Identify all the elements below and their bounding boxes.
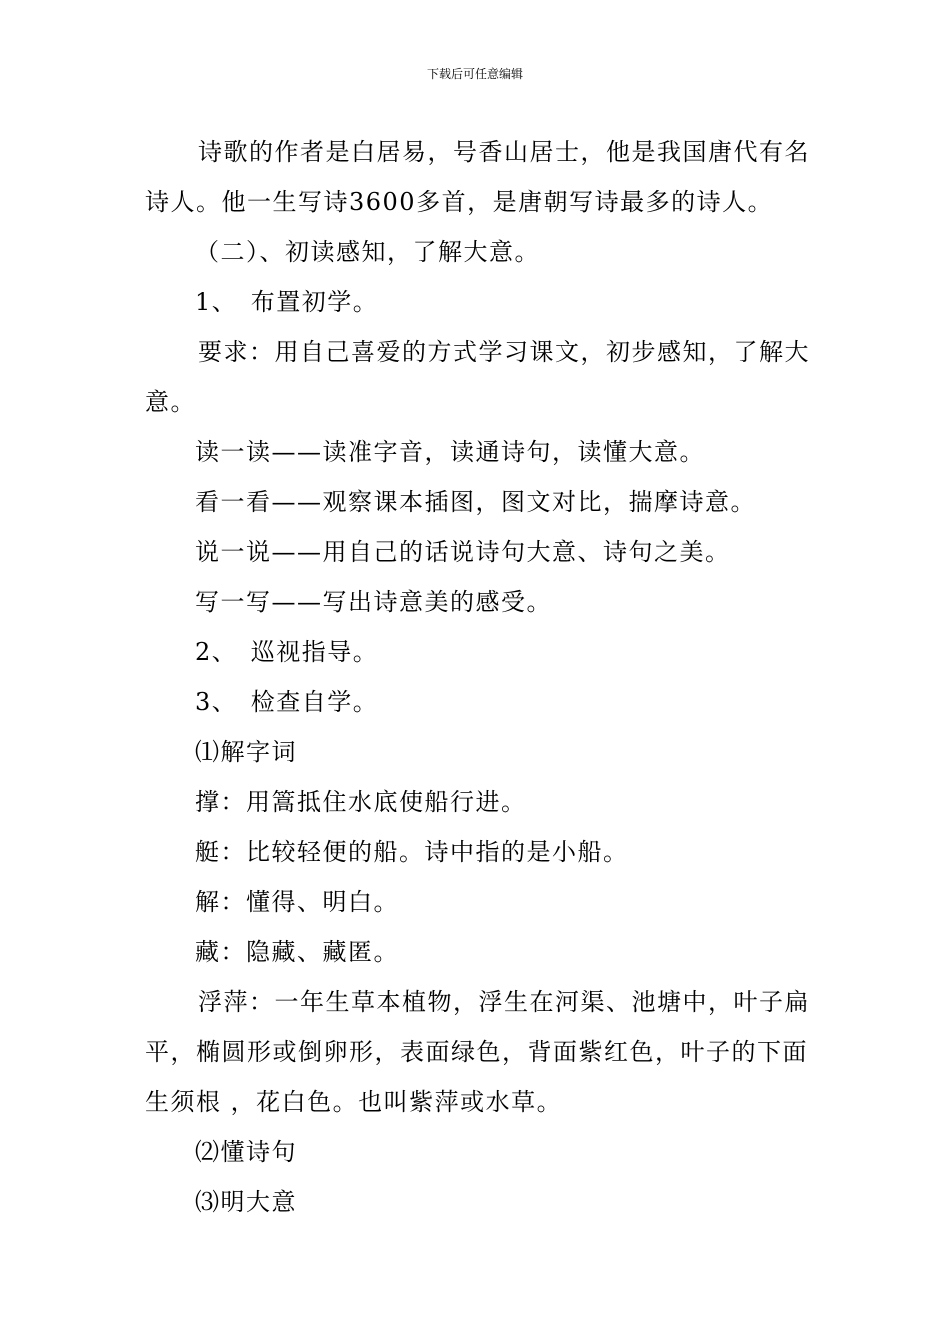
step-2-patrol-guide: 2、 巡视指导。 [195,638,379,666]
task-say: 说一说——用自己的话说诗句大意、诗句之美。 [195,538,731,566]
section-heading-first-reading: （二）、初读感知，了解大意。 [195,238,540,266]
definition-fuping: 浮萍：一年生草本植物，浮生在河渠、池塘中，叶子扁平，椭圆形或倒卵形，表面绿色，背面紫红色，叶子的下面生须根 ，花白色。也叫紫萍或水草。 [145,988,810,1116]
paragraph-author-intro: 诗歌的作者是白居易，号香山居士，他是我国唐代有名诗人。他一生写诗3600多首，是唐朝写诗最多的诗人。 [145,138,810,216]
step-3-check-study: 3、 检查自学。 [195,688,379,716]
task-read: 读一读——读准字音，读通诗句，读懂大意。 [195,438,705,466]
subheading-understand-lines: ⑵懂诗句 [195,1138,297,1166]
task-look: 看一看——观察课本插图，图文对比，揣摩诗意。 [195,488,756,516]
definition-cheng: 撑：用篙抵住水底使船行进。 [195,788,527,816]
definition-ting: 艇：比较轻便的船。诗中指的是小船。 [195,838,629,866]
task-write: 写一写——写出诗意美的感受。 [195,588,552,616]
page-header: 下载后可任意编辑 [426,67,523,81]
document-body [145,127,811,1227]
paragraph-requirements: 要求：用自己喜爱的方式学习课文，初步感知，了解大意。 [145,338,810,416]
subheading-main-idea: ⑶明大意 [195,1188,297,1216]
subheading-vocabulary: ⑴解字词 [195,738,297,766]
definition-jie: 解：懂得、明白。 [195,888,399,916]
step-1-arrange-study: 1、 布置初学。 [195,288,379,316]
definition-cang: 藏：隐藏、藏匿。 [195,938,399,966]
